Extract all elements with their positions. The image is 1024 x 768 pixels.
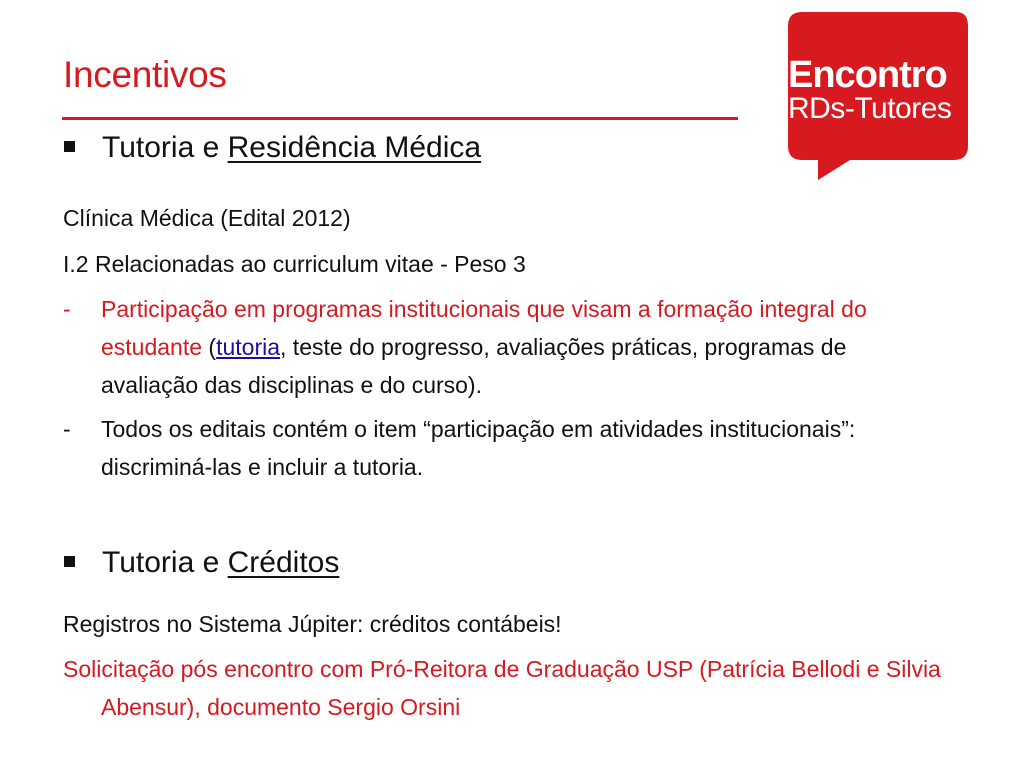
section2-line2 <box>63 650 953 726</box>
section1-line2: I.2 Relacionadas ao curriculum vitae - Peso 3 <box>63 251 526 277</box>
list-marker: - <box>63 416 71 442</box>
section2-heading-prefix: Tutoria e <box>102 546 228 579</box>
page-title: Incentivos <box>63 54 227 95</box>
section2-line1: Registros no Sistema Júpiter: créditos contábeis! <box>63 611 562 637</box>
logo-line1: Encontro <box>788 54 947 96</box>
logo-text <box>788 56 970 124</box>
tutoria-link[interactable]: tutoria <box>216 334 281 360</box>
list-marker: - <box>63 296 71 322</box>
section1-line1: Clínica Médica (Edital 2012) <box>63 205 351 231</box>
list-item-red-text: Participação em programas institucionais que visam a formação integral do estudante <box>101 296 867 360</box>
logo-line2: RDs-Tutores <box>788 92 952 125</box>
section1-heading-prefix: Tutoria e <box>102 131 228 164</box>
list-item-editais: Todos os editais contém o item “participação em atividades institucionais”: discriminá-las e incluir a tutoria. <box>101 416 856 480</box>
list-item-rest: , teste do progresso, avaliações práticas, programas de avaliação das disciplinas e do curso). <box>101 334 847 398</box>
section2-line2-text: Solicitação pós encontro com Pró-Reitora de Graduação USP (Patrícia Bellodi e Silvia Abensur), documento Sergio Orsini <box>63 656 941 720</box>
section1-heading-underlined: Residência Médica <box>227 131 482 164</box>
open-paren: ( <box>202 334 217 360</box>
section2-heading-underlined: Créditos <box>227 546 340 579</box>
list-item-participacao <box>101 290 931 404</box>
title-underline <box>62 117 738 120</box>
square-bullet-icon <box>64 556 75 567</box>
square-bullet-icon <box>64 141 75 152</box>
